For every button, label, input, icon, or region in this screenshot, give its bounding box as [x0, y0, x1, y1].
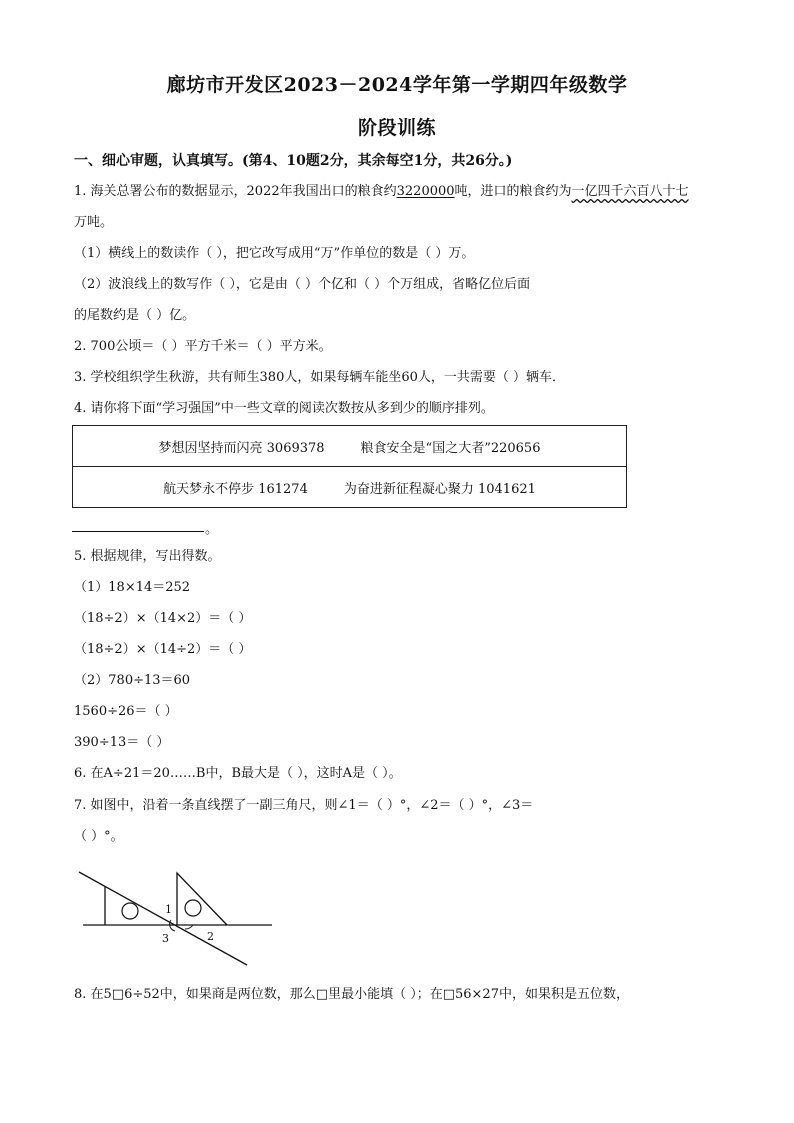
question-5-line: （2）780÷13＝60: [74, 673, 191, 688]
question-7-line-1: 7. 如图中，沿着一条直线摆了一副三角尺，则∠1＝（ ）°，∠2＝（ ）°，∠3＝: [74, 798, 534, 813]
table-cell: [73, 426, 627, 467]
angle-label-3: 3: [162, 932, 169, 945]
question-7-line-2: （ ）°。: [74, 829, 124, 844]
table-row: [73, 467, 627, 508]
answer-blank-line[interactable]: [72, 531, 204, 532]
table-cell: [73, 467, 627, 508]
question-1-line-2: 万吨。: [74, 215, 114, 230]
article-entry: 为奋进新征程凝心聚力 1041621: [343, 481, 536, 497]
angle-label-1: 1: [165, 903, 172, 916]
wavy-underlined-number: 一亿四千六百八十七: [571, 184, 689, 199]
right-set-square-hole: [185, 900, 201, 916]
triangle-rulers-figure: [75, 865, 275, 970]
question-1-sub-2-cont: 的尾数约是（ ）亿。: [74, 308, 196, 323]
article-table: [72, 425, 627, 508]
angle-label-2: 2: [207, 930, 214, 943]
right-set-square: [177, 873, 227, 925]
question-1-sub-2: （2）波浪线上的数写作（ ），它是由（ ）个亿和（ ）个万组成，省略亿位后面: [74, 277, 531, 292]
set-square-hypotenuse: [79, 872, 247, 965]
question-6: 6. 在A÷21＝20……B中，B最大是（ ），这时A是（ ）。: [74, 766, 402, 781]
question-1-text-b: 吨，进口的粮食约为: [454, 184, 572, 199]
table-row: [73, 426, 627, 467]
question-3: 3. 学校组织学生秋游，共有师生380人，如果每辆车能坐60人，一共需要（ ）辆车．: [74, 370, 566, 385]
answer-end-mark: 。: [205, 522, 219, 537]
article-entry: 航天梦永不停步 161274: [163, 481, 308, 497]
question-8: 8. 在5□6÷52中，如果商是两位数，那么□里最小能填（ ）；在□56×27中，如果积是五位数，: [74, 987, 629, 1002]
page-subtitle: 阶段训练: [357, 117, 436, 139]
question-1-text-a: 1. 海关总署公布的数据显示，2022年我国出口的粮食约: [74, 184, 397, 199]
article-entry: 粮食安全是“国之大者”220656: [360, 440, 541, 456]
question-2: 2. 700公顷＝（ ）平方千米＝（ ）平方米。: [74, 339, 332, 354]
page-title: 廊坊市开发区2023－2024学年第一学期四年级数学: [166, 74, 628, 96]
question-5-line: 390÷13＝（ ）: [74, 735, 170, 750]
article-entry: 梦想因坚持而闪亮 3069378: [158, 440, 325, 456]
underlined-number: 3220000: [396, 184, 455, 199]
question-1-sub-1: （1）横线上的数读作（ ），把它改写成用“万”作单位的数是（ ）万。: [74, 246, 475, 261]
section-heading: 一、细心审题，认真填写。(第4、10题2分，其余每空1分，共26分。): [74, 153, 513, 169]
question-4: 4. 请你将下面“学习强国”中一些文章的阅读次数按从多到少的顺序排列。: [74, 401, 494, 416]
question-5-line: 1560÷26＝（ ）: [74, 704, 178, 719]
question-5-line: （18÷2）×（14×2）＝（ ）: [74, 611, 252, 626]
question-5-line: （18÷2）×（14÷2）＝（ ）: [74, 642, 252, 657]
question-1-line-1: [74, 183, 689, 201]
left-set-square-hole: [122, 903, 138, 919]
question-5-line: （1）18×14＝252: [74, 580, 191, 595]
question-5: 5. 根据规律，写出得数。: [74, 549, 221, 564]
